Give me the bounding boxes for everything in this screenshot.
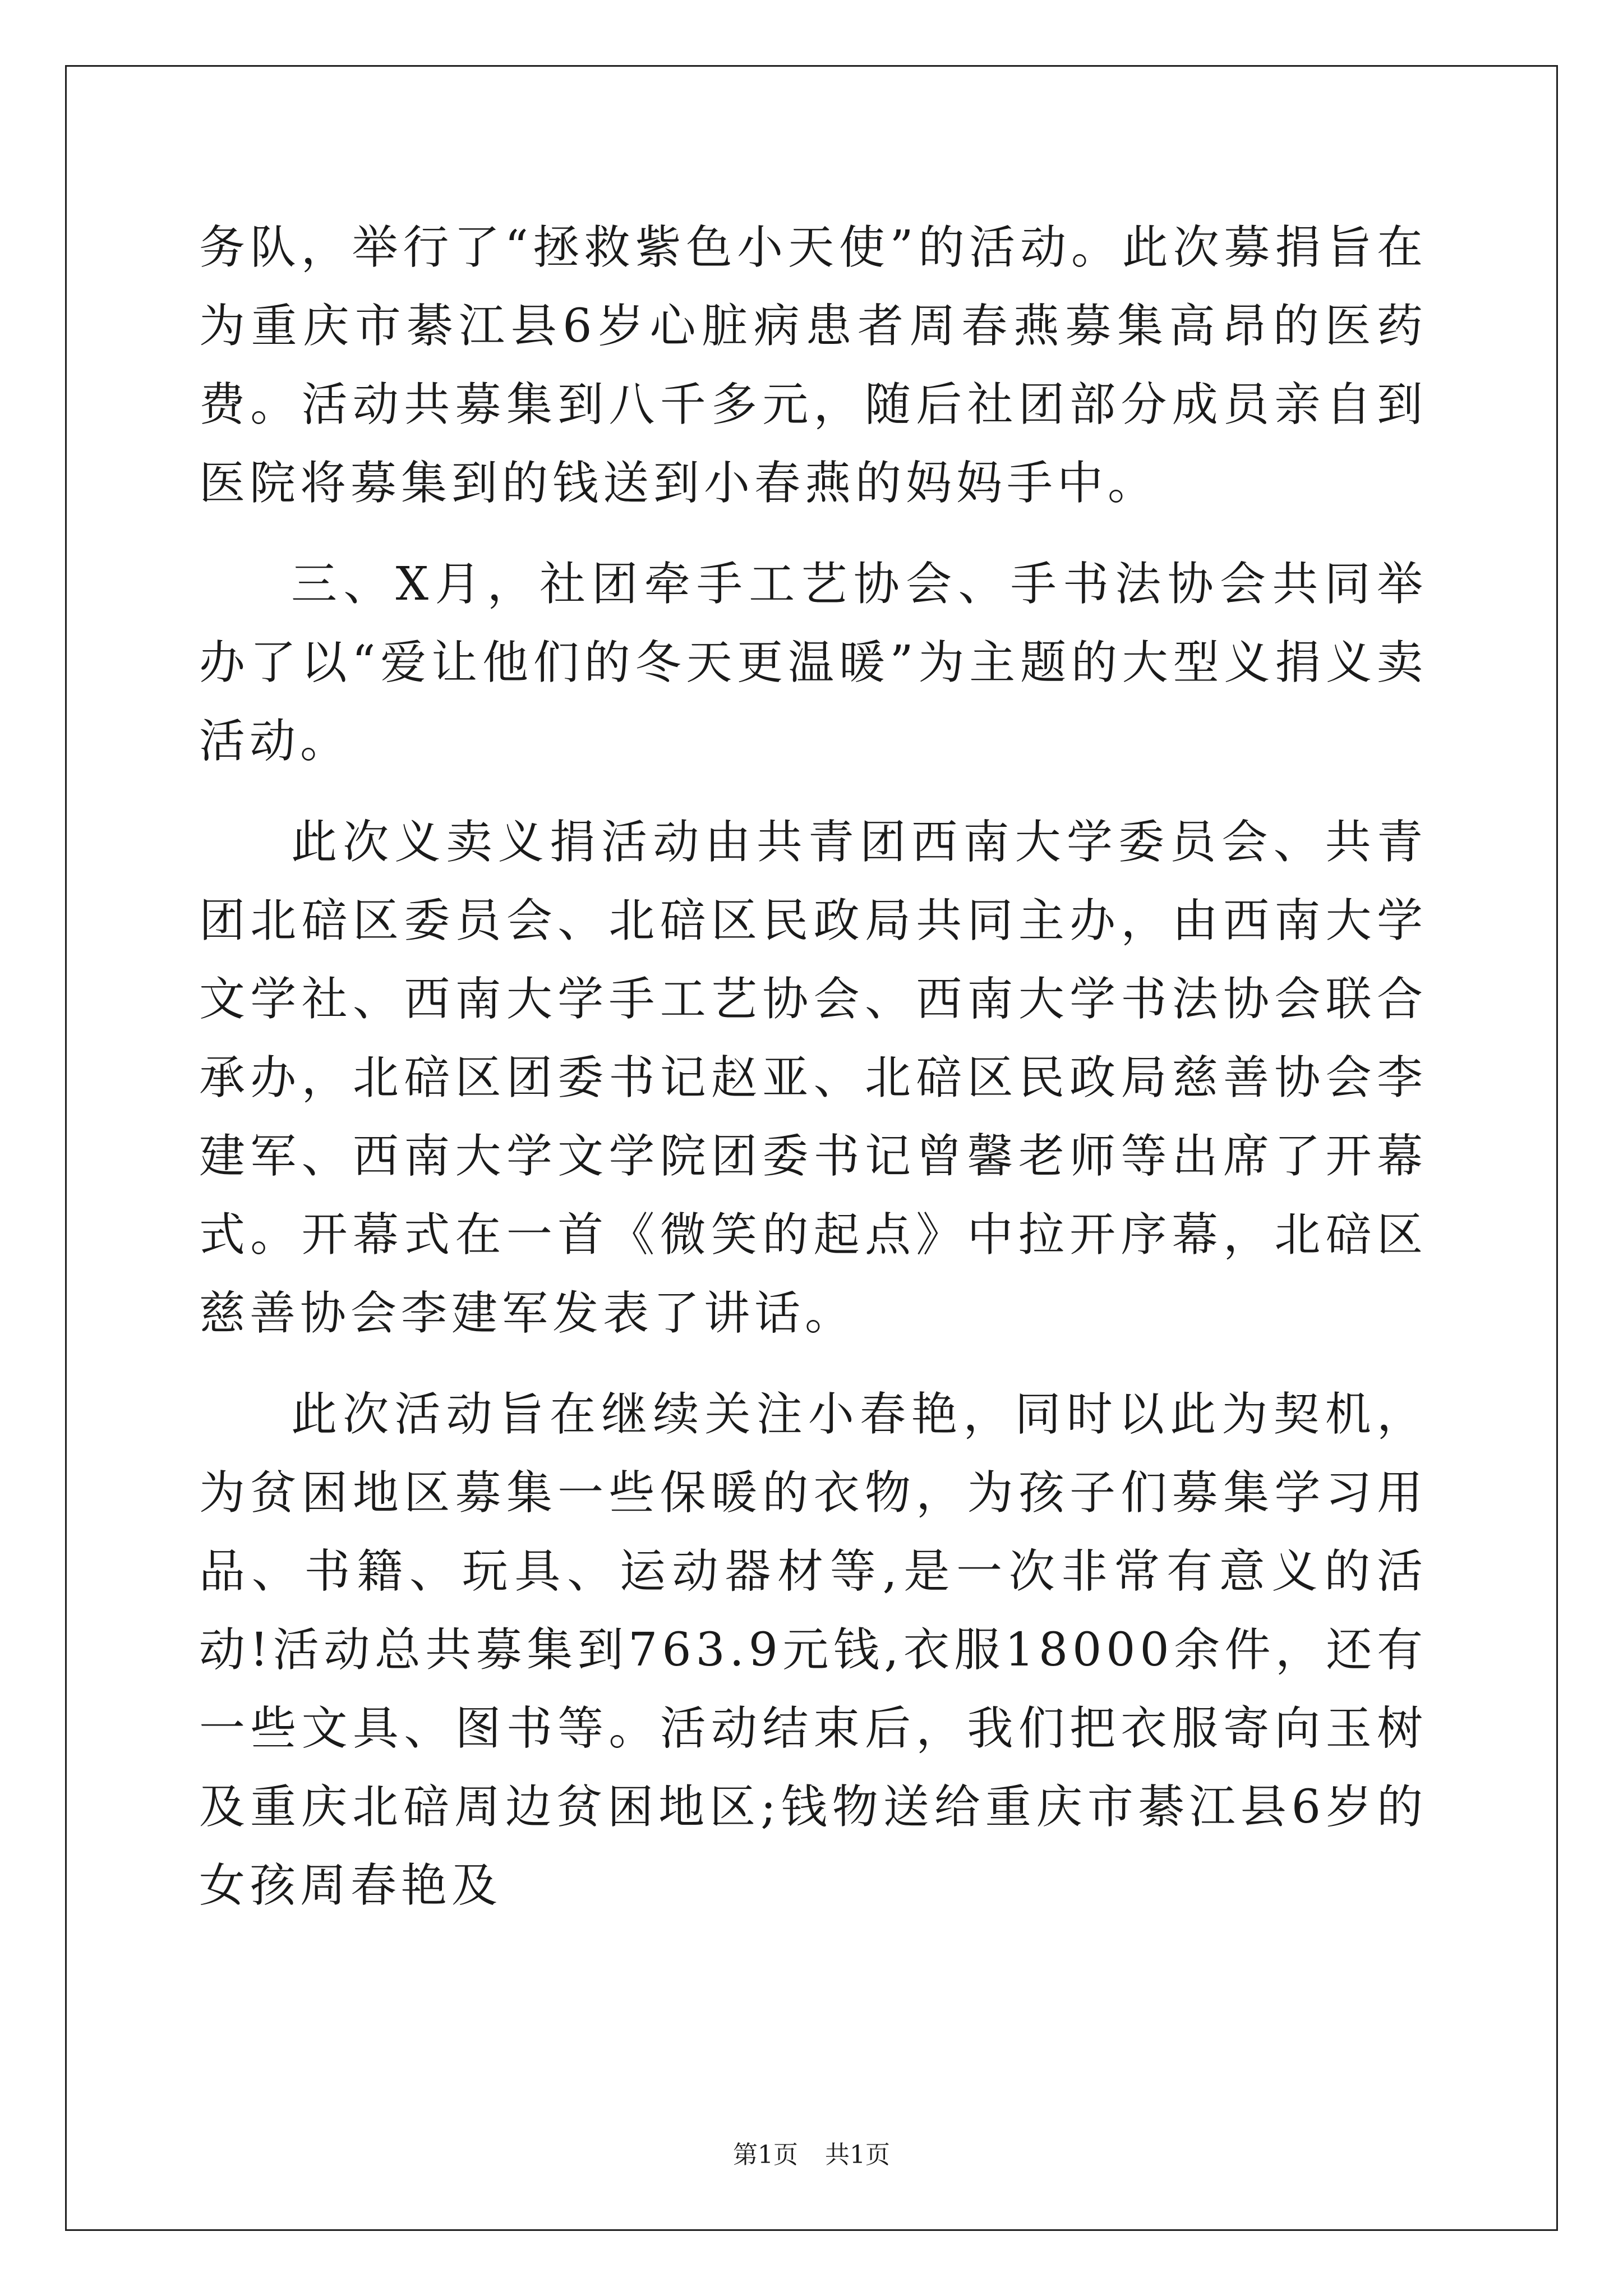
page-total: 共1页	[825, 2141, 890, 2169]
page-footer	[0, 2134, 1623, 2170]
paragraph-1: 务队，举行了“拯救紫色小天使”的活动。此次募捐旨在为重庆市綦江县6岁心脏病患者周春燕募集高昂的医药费。活动共募集到八千多元，随后社团部分成员亲自到医院将募集到的钱送到小春燕的妈妈手中。	[199, 221, 1427, 510]
paragraph-4: 此次活动旨在继续关注小春艳，同时以此为契机，为贫困地区募集一些保暖的衣物，为孩子们募集学习用品、书籍、玩具、运动器材等,是一次非常有意义的活动!活动总共募集到763.9元钱,衣服18000余件，还有一些文具、图书等。活动结束后，我们把衣服寄向玉树及重庆北碚周边贫困地区;钱物送给重庆市綦江县6岁的女孩周春艳及	[199, 1388, 1427, 1912]
paragraph-2: 三、X月，社团牵手工艺协会、手书法协会共同举办了以“爱让他们的冬天更温暖”为主题的大型义捐义卖活动。	[199, 558, 1427, 768]
paragraph-3: 此次义卖义捐活动由共青团西南大学委员会、共青团北碚区委员会、北碚区民政局共同主办，由西南大学文学社、西南大学手工艺协会、西南大学书法协会联合承办，北碚区团委书记赵亚、北碚区民政局慈善协会李建军、西南大学文学院团委书记曾馨老师等出席了开幕式。开幕式在一首《微笑的起点》中拉开序幕，北碚区慈善协会李建军发表了讲话。	[199, 816, 1427, 1340]
page-number: 第1页	[733, 2141, 798, 2169]
document-body	[199, 209, 1427, 1925]
